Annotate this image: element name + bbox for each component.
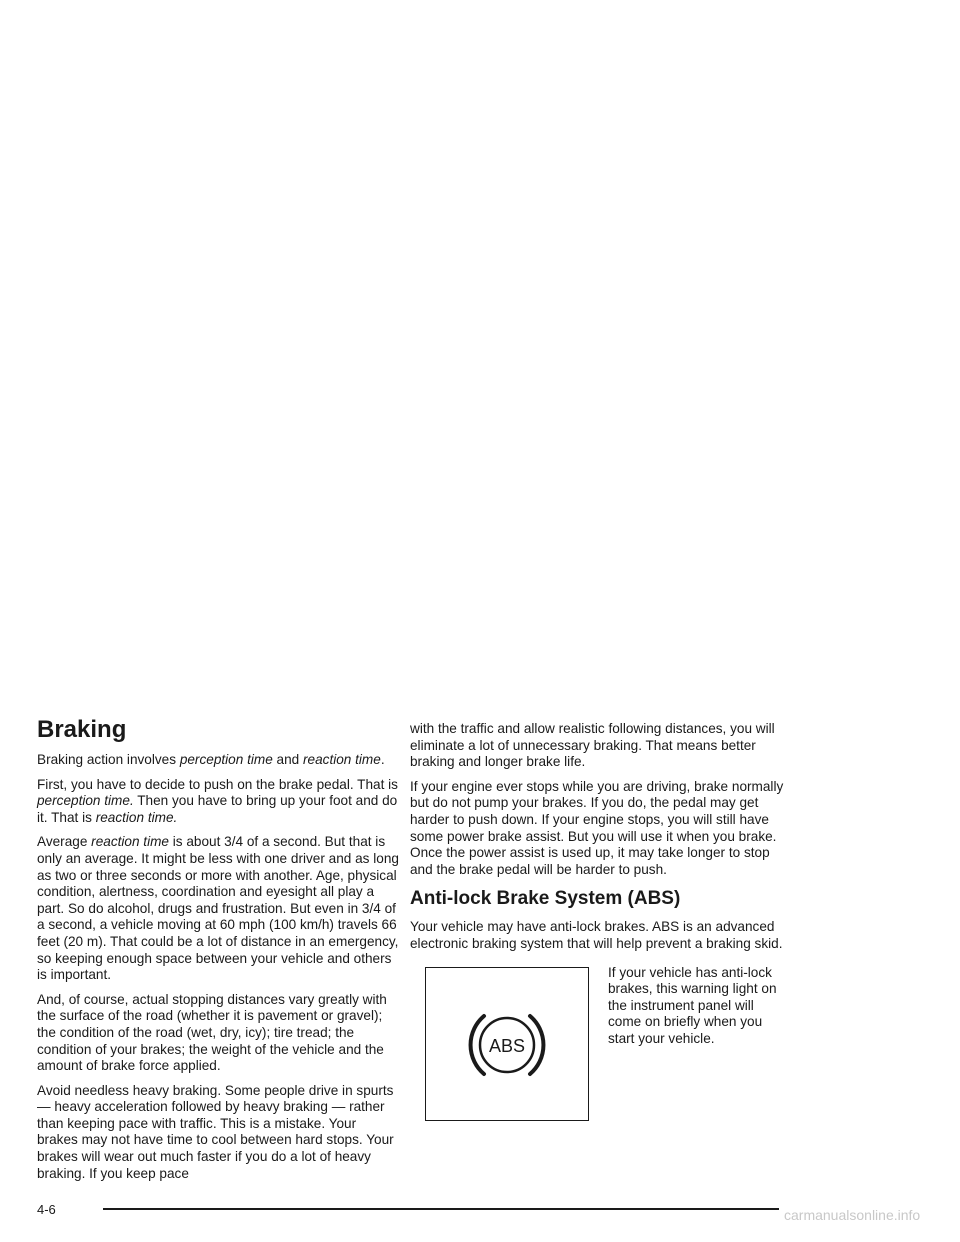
heavy-braking-paragraph: Avoid needless heavy braking. Some people drive in spurts — heavy acceleration followed by heavy braking — rather than keeping pace with traffic. This is a mistake. Your brakes may not have time to cool between hard stops. Your brakes will wear out much faster if you do a lot of heavy braking. If you keep pace bbox=[37, 1082, 394, 1181]
abs-warning-icon bbox=[460, 998, 554, 1092]
abs-intro-paragraph: Your vehicle may have anti-lock brakes. ABS is an advanced electronic braking system that will help prevent a braking skid. bbox=[410, 919, 783, 951]
abs-caption: If your vehicle has anti-lock brakes, this warning light on the instrument panel will come on briefly when you start your vehicle. bbox=[608, 964, 777, 1046]
abs-figure bbox=[410, 964, 788, 1127]
right-column bbox=[410, 721, 788, 1127]
engine-stop-paragraph: If your engine ever stops while you are driving, brake normally but do not pump your brakes. If you do, the pedal may get harder to push down. If your engine stops, you will still have some power brake assist. But you will use it when you brake. Once the power assist is used up, it may take longer to stop and the brake pedal will be harder to push. bbox=[410, 778, 784, 877]
abs-icon-text: ABS bbox=[488, 1035, 526, 1056]
left-column bbox=[37, 716, 399, 1190]
abs-heading: Anti-lock Brake System (ABS) bbox=[410, 888, 681, 910]
braking-intro-paragraph: Braking action involves perception time and reaction time. bbox=[37, 752, 385, 767]
stopping-distance-paragraph: And, of course, actual stopping distances vary greatly with the surface of the road (whether it is pavement or gravel); the condition of the road (wet, dry, icy); tire tread; the condition of your brakes; the weight of the vehicle and the amount of brake force applied. bbox=[37, 991, 387, 1074]
abs-warning-light-box bbox=[425, 967, 589, 1121]
watermark: carmanualsonline.info bbox=[784, 1207, 921, 1223]
perception-paragraph: First, you have to decide to push on the brake pedal. That is perception time. Then you have to bring up your foot and do it. That is reaction time. bbox=[37, 776, 398, 825]
reaction-time-paragraph: Average reaction time is about 3/4 of a second. But that is only an average. It might be less with one driver and as long as two or three seconds or more with another. Age, physical condition, alertness, coordination and eyesight all play a part. So do alcohol, drugs and frustration. But even in 3/4 of a second, a vehicle moving at 60 mph (100 km/h) travels 66 feet (20 m). That could be a lot of distance in an emergency, so keeping enough space between your vehicle and others is important. bbox=[37, 834, 399, 983]
braking-heading: Braking bbox=[37, 716, 127, 743]
page-number: 4-6 bbox=[37, 1202, 56, 1217]
footer-rule bbox=[103, 1208, 779, 1210]
following-distance-paragraph: with the traffic and allow realistic following distances, you will eliminate a lot of unnecessary braking. That means better braking and longer brake life. bbox=[410, 721, 775, 770]
